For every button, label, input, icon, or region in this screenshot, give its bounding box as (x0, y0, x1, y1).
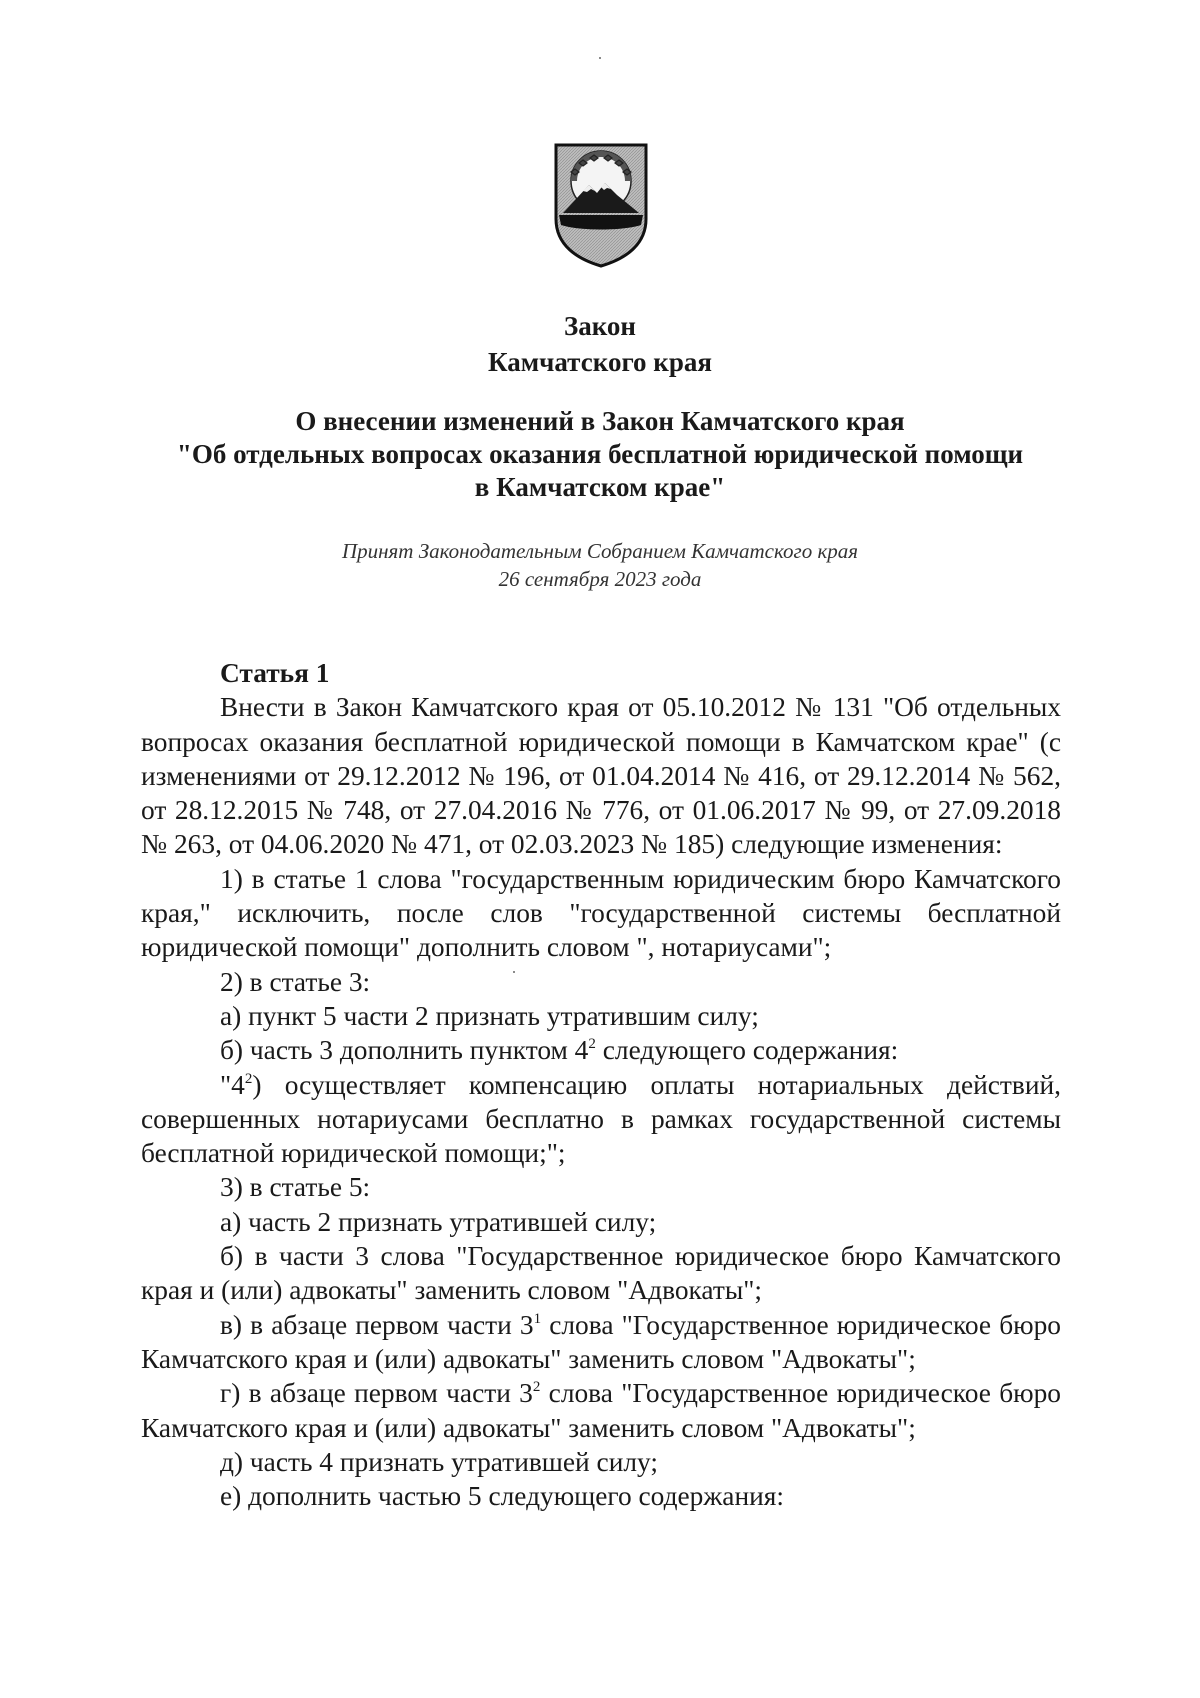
kamchatka-coat-of-arms-emblem (553, 141, 649, 269)
adoption-body: Принят Законодательным Собранием Камчатского края (341, 539, 859, 563)
item-1: 1) в статье 1 слова "государственным юридическим бюро Камчатского края," исключить, после слов "государственной системы бесплатной юридической помощи" дополнить словом ", нотариусами"; (141, 863, 1061, 963)
item-3v: в) в абзаце первом части $3^1$ слова "Государственное юридическое бюро Камчатского края и (или) адвокаты" заменить словом "Адвокаты"; (141, 1309, 1061, 1374)
item-3: 3) в статье 5: (220, 1172, 371, 1203)
item-3a: а) часть 2 признать утратившей силу; (220, 1206, 657, 1237)
item-2: 2) в статье 3: (220, 966, 371, 997)
item-3e: е) дополнить частью 5 следующего содержания: (220, 1481, 784, 1512)
item-3g: г) в абзаце первом части $3^2$ слова "Государственное юридическое бюро Камчатского края и (или) адвокаты" заменить словом "Адвокаты"; (141, 1378, 1061, 1443)
article-heading: Статья 1 (220, 658, 330, 688)
adoption-date: 26 сентября 2023 года (498, 567, 702, 591)
scan-speck (513, 971, 515, 973)
adoption-note (140, 537, 1060, 593)
item-2b-quote: "$4^2$) осуществляет компенсацию оплаты нотариальных действий, совершенных нотариусами бесплатно в рамках государственной системы бесплатной юридической помощи;"; (141, 1069, 1061, 1169)
article-body (141, 656, 1061, 1513)
law-heading (140, 308, 1060, 380)
law-title-line-3: в Камчатском крае" (474, 472, 726, 502)
law-title-line-1: О внесении изменений в Закон Камчатского края (295, 406, 905, 436)
law-word: Закон (563, 311, 636, 341)
item-2a: а) пункт 5 части 2 признать утратившим силу; (220, 1000, 759, 1031)
law-title (140, 405, 1060, 504)
item-2b: б) часть 3 дополнить пунктом $4^2$ следующего содержания: (220, 1035, 899, 1066)
law-region: Камчатского края (488, 347, 712, 377)
scan-speck (599, 57, 601, 59)
article-intro: Внести в Закон Камчатского края от 05.10.2012 № 131 "Об отдельных вопросах оказания бесплатной юридической помощи в Камчатском крае" (с изменениями от 29.12.2012 № 196, от 01.04.2014 № 416, от 29.12.2014 № 562, от 28.12.2015 № 748, от 27.04.2016 № 776, от 01.06.2017 № 99, от 27.09.2018 № 263, от 04.06.2020 № 471, от 02.03.2023 № 185) следующие изменения: (141, 692, 1061, 860)
item-3d: д) часть 4 признать утратившей силу; (220, 1446, 658, 1477)
law-title-line-2: "Об отдельных вопросах оказания бесплатной юридической помощи (176, 439, 1024, 469)
item-3b: б) в части 3 слова "Государственное юридическое бюро Камчатского края и (или) адвокаты" заменить словом "Адвокаты"; (141, 1241, 1061, 1306)
